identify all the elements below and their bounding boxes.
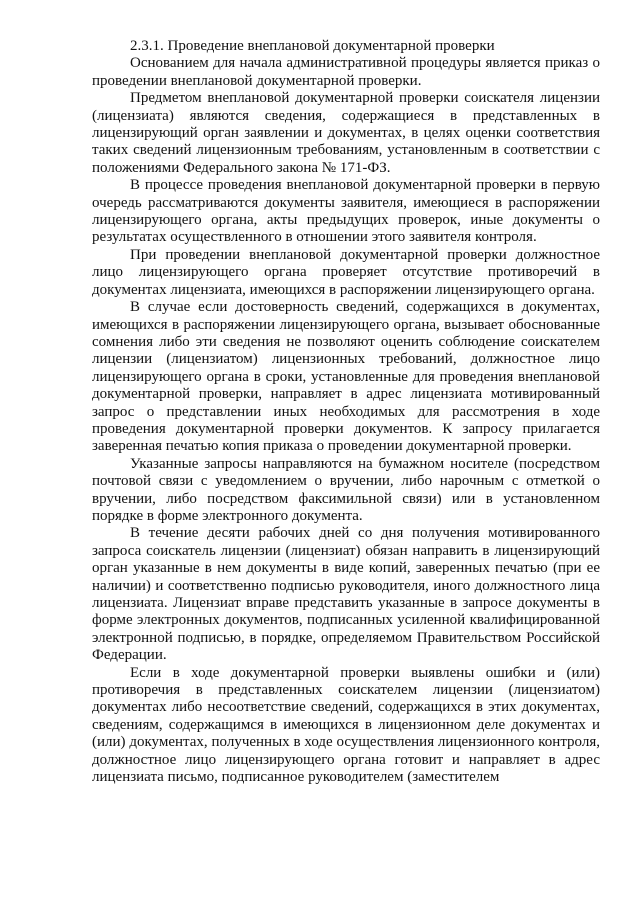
paragraph-subject: Предметом внеплановой документарной проверки соискателя лицензии (лицензиата) являются сведения, содержащиеся в представленных в лицензирующий орган заявлении и документах, в целях оценки соответствия таких сведений лицензионным требованиям, установленным в соответствии с положениями Федерального закона № 171-ФЗ.	[92, 90, 600, 176]
paragraph-errors: Если в ходе документарной проверки выявлены ошибки и (или) противоречия в представленных соискателем лицензии (лицензиатом) документах либо несоответствие сведений, содержащихся в этих документах, сведениям, содержащимся в имеющихся в лицензионном деле документах и (или) документах, полученных в ходе осуществления лицензионного контроля, должностное лицо лицензирующего органа готовит и направляет в адрес лицензиата письмо, подписанное руководителем (заместителем	[92, 664, 600, 786]
section-heading: 2.3.1. Проведение внеплановой документарной проверки	[130, 38, 495, 54]
document-page	[92, 38, 600, 786]
paragraph-requests: Указанные запросы направляются на бумажном носителе (посредством почтовой связи с уведомлением о вручении, либо нарочным с отметкой о вручении, либо посредством факсимильной связи) или в установленном порядке в форме электронного документа.	[92, 455, 600, 524]
paragraph-process: В процессе проведения внеплановой документарной проверки в первую очередь рассматриваются документы заявителя, имеющиеся в распоряжении лицензирующего органа, акты предыдущих проверок, иные документы о результатах осуществленного в отношении этого заявителя контроля.	[92, 177, 600, 246]
paragraph-reliability: В случае если достоверность сведений, содержащихся в документах, имеющихся в распоряжении лицензирующего органа, вызывает обоснованные сомнения либо эти сведения не позволяют оценить соблюдение соискателем лицензии (лицензиатом) лицензионных требований, должностное лицо лицензирующего органа в сроки, установленные для проведения внеплановой документарной проверки, направляет в адрес лицензиата мотивированный запрос о представлении иных необходимых для рассмотрения в ходе проведения документарной проверки документов. К запросу прилагается заверенная печатью копия приказа о проведении документарной проверки.	[92, 299, 600, 455]
paragraph-basis: Основанием для начала административной процедуры является приказ о проведении внеплановой документарной проверки.	[92, 55, 600, 89]
paragraph-deadline: В течение десяти рабочих дней со дня получения мотивированного запроса соискатель лицензии (лицензиат) обязан направить в лицензирующий орган указанные в нем документы в виде копий, заверенных печатью (при ее наличии) и соответственно подписью руководителя, иного должностного лица лицензиата. Лицензиат вправе представить указанные в запросе документы в форме электронных документов, подписанных усиленной квалифицированной электронной подписью, в порядке, определяемом Правительством Российской Федерации.	[92, 525, 600, 664]
paragraph-contradictions: При проведении внеплановой документарной проверки должностное лицо лицензирующего органа проверяет отсутствие противоречий в документах лицензиата, имеющихся в распоряжении лицензирующего органа.	[92, 246, 600, 298]
